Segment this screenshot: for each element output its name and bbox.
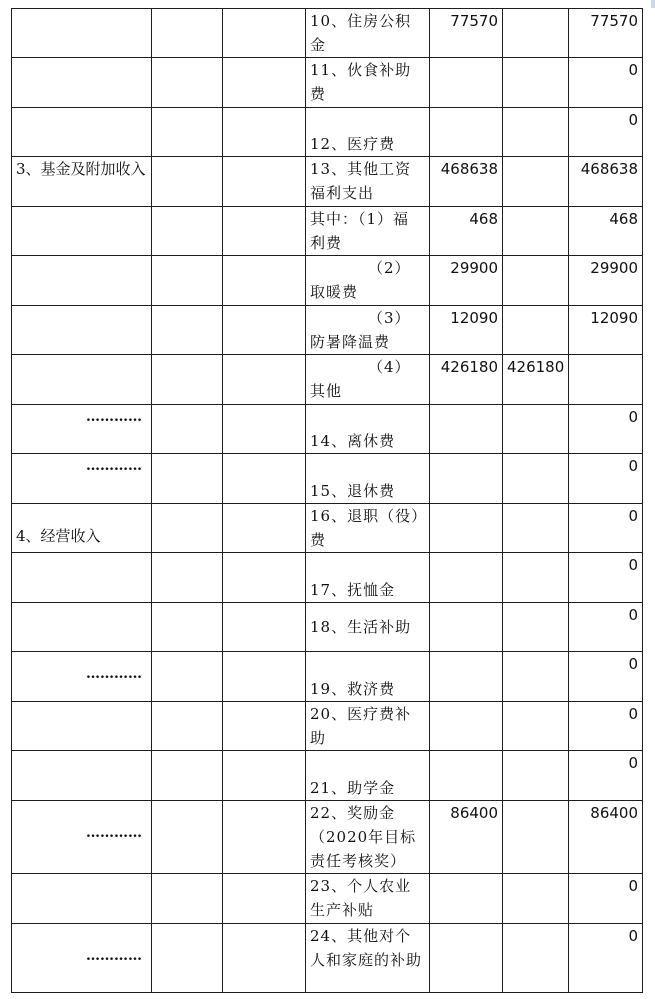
revenue-cell xyxy=(12,751,152,801)
project-amount-cell: 0 xyxy=(569,504,643,553)
project-amount-cell xyxy=(569,355,643,405)
basic-amount-cell xyxy=(503,924,569,993)
table-row xyxy=(12,801,643,874)
table-row xyxy=(12,553,643,603)
revenue-cell xyxy=(12,9,152,58)
total-amount-cell: 12090 xyxy=(430,306,503,355)
table-row xyxy=(12,751,643,801)
basic-amount-cell xyxy=(503,256,569,306)
table-row xyxy=(12,702,643,751)
blank-cell xyxy=(152,108,223,157)
blank-cell xyxy=(152,9,223,58)
basic-amount-cell xyxy=(503,553,569,603)
budget-expenditure-table xyxy=(11,8,643,993)
total-amount-cell xyxy=(430,504,503,553)
total-amount-cell xyxy=(430,874,503,924)
basic-amount-cell xyxy=(503,801,569,874)
total-amount-cell: 426180 xyxy=(430,355,503,405)
project-amount-cell: 0 xyxy=(569,553,643,603)
expense-item-cell: 21、助学金 xyxy=(306,751,430,801)
ellipsis-mark: ………… xyxy=(86,825,142,841)
basic-amount-cell: 426180 xyxy=(503,355,569,405)
ellipsis-mark: ………… xyxy=(86,458,142,474)
blank-cell xyxy=(152,652,223,702)
page-edge-marker xyxy=(651,0,655,8)
table-row xyxy=(12,108,643,157)
blank-cell xyxy=(223,157,306,207)
total-amount-cell: 86400 xyxy=(430,801,503,874)
basic-amount-cell xyxy=(503,652,569,702)
blank-cell xyxy=(223,702,306,751)
revenue-cell xyxy=(12,702,152,751)
project-amount-cell: 0 xyxy=(569,924,643,993)
total-amount-cell xyxy=(430,553,503,603)
blank-cell xyxy=(223,652,306,702)
table-row xyxy=(12,924,643,993)
revenue-cell xyxy=(12,454,152,504)
total-amount-cell xyxy=(430,652,503,702)
blank-cell xyxy=(223,751,306,801)
table-row xyxy=(12,504,643,553)
expense-item-cell: 15、退休费 xyxy=(306,454,430,504)
revenue-cell xyxy=(12,801,152,874)
revenue-cell xyxy=(12,874,152,924)
revenue-cell xyxy=(12,207,152,256)
project-amount-cell: 0 xyxy=(569,652,643,702)
basic-amount-cell xyxy=(503,207,569,256)
revenue-cell xyxy=(12,924,152,993)
basic-amount-cell xyxy=(503,504,569,553)
ellipsis-mark: ………… xyxy=(86,666,142,682)
total-amount-cell: 77570 xyxy=(430,9,503,58)
expense-item-cell: （2）取暖费 xyxy=(306,256,430,306)
project-amount-cell: 29900 xyxy=(569,256,643,306)
blank-cell xyxy=(223,553,306,603)
blank-cell xyxy=(152,553,223,603)
expense-item-cell: 13、其他工资福利支出 xyxy=(306,157,430,207)
blank-cell xyxy=(223,108,306,157)
ellipsis-mark: ………… xyxy=(86,948,142,964)
revenue-cell xyxy=(12,603,152,652)
expense-item-cell: 19、救济费 xyxy=(306,652,430,702)
project-amount-cell: 0 xyxy=(569,702,643,751)
revenue-cell xyxy=(12,108,152,157)
total-amount-cell xyxy=(430,924,503,993)
total-amount-cell: 29900 xyxy=(430,256,503,306)
blank-cell xyxy=(152,801,223,874)
basic-amount-cell xyxy=(503,454,569,504)
blank-cell xyxy=(152,306,223,355)
blank-cell xyxy=(223,504,306,553)
basic-amount-cell xyxy=(503,306,569,355)
total-amount-cell xyxy=(430,751,503,801)
table-row xyxy=(12,405,643,454)
basic-amount-cell xyxy=(503,751,569,801)
project-amount-cell: 0 xyxy=(569,108,643,157)
table-row xyxy=(12,9,643,58)
blank-cell xyxy=(152,58,223,108)
project-amount-cell: 0 xyxy=(569,405,643,454)
blank-cell xyxy=(152,355,223,405)
basic-amount-cell xyxy=(503,157,569,207)
revenue-cell xyxy=(12,553,152,603)
blank-cell xyxy=(223,306,306,355)
revenue-cell xyxy=(12,355,152,405)
blank-cell xyxy=(152,504,223,553)
expense-item-cell: （4）其他 xyxy=(306,355,430,405)
expense-item-cell: 14、离休费 xyxy=(306,405,430,454)
blank-cell xyxy=(223,454,306,504)
blank-cell xyxy=(223,355,306,405)
blank-cell xyxy=(223,924,306,993)
table-row xyxy=(12,652,643,702)
project-amount-cell: 77570 xyxy=(569,9,643,58)
ellipsis-mark: ………… xyxy=(86,409,142,425)
expense-item-cell: 11、伙食补助费 xyxy=(306,58,430,108)
revenue-cell xyxy=(12,652,152,702)
total-amount-cell: 468 xyxy=(430,207,503,256)
blank-cell xyxy=(223,207,306,256)
total-amount-cell xyxy=(430,603,503,652)
blank-cell xyxy=(152,874,223,924)
project-amount-cell: 0 xyxy=(569,603,643,652)
table-row xyxy=(12,256,643,306)
table-row xyxy=(12,874,643,924)
expense-item-cell: （3）防暑降温费 xyxy=(306,306,430,355)
expense-item-cell: 10、住房公积金 xyxy=(306,9,430,58)
project-amount-cell: 0 xyxy=(569,58,643,108)
expense-item-cell: 22、奖励金（2020年目标责任考核奖） xyxy=(306,801,430,874)
blank-cell xyxy=(152,924,223,993)
basic-amount-cell xyxy=(503,9,569,58)
table-row xyxy=(12,58,643,108)
project-amount-cell: 468638 xyxy=(569,157,643,207)
basic-amount-cell xyxy=(503,702,569,751)
revenue-cell: 4、经营收入 xyxy=(12,504,152,553)
total-amount-cell xyxy=(430,405,503,454)
total-amount-cell xyxy=(430,58,503,108)
blank-cell xyxy=(152,454,223,504)
expense-item-cell: 其中：（1）福利费 xyxy=(306,207,430,256)
table-row xyxy=(12,454,643,504)
blank-cell xyxy=(152,256,223,306)
blank-cell xyxy=(223,874,306,924)
blank-cell xyxy=(223,9,306,58)
blank-cell xyxy=(152,157,223,207)
table-row xyxy=(12,355,643,405)
table-row xyxy=(12,306,643,355)
project-amount-cell: 0 xyxy=(569,751,643,801)
table-row xyxy=(12,603,643,652)
blank-cell xyxy=(223,405,306,454)
revenue-cell xyxy=(12,405,152,454)
total-amount-cell xyxy=(430,702,503,751)
basic-amount-cell xyxy=(503,874,569,924)
revenue-cell: 3、基金及附加收入 xyxy=(12,157,152,207)
revenue-cell xyxy=(12,58,152,108)
revenue-cell xyxy=(12,306,152,355)
basic-amount-cell xyxy=(503,603,569,652)
expense-item-cell: 23、个人农业生产补贴 xyxy=(306,874,430,924)
blank-cell xyxy=(152,702,223,751)
blank-cell xyxy=(223,58,306,108)
total-amount-cell xyxy=(430,454,503,504)
total-amount-cell xyxy=(430,108,503,157)
project-amount-cell: 0 xyxy=(569,454,643,504)
expense-item-cell: 12、医疗费 xyxy=(306,108,430,157)
blank-cell xyxy=(152,751,223,801)
expense-item-cell: 17、抚恤金 xyxy=(306,553,430,603)
blank-cell xyxy=(152,603,223,652)
table-row xyxy=(12,157,643,207)
blank-cell xyxy=(152,207,223,256)
project-amount-cell: 86400 xyxy=(569,801,643,874)
revenue-cell xyxy=(12,256,152,306)
basic-amount-cell xyxy=(503,58,569,108)
project-amount-cell: 468 xyxy=(569,207,643,256)
project-amount-cell: 0 xyxy=(569,874,643,924)
table-row xyxy=(12,207,643,256)
basic-amount-cell xyxy=(503,405,569,454)
basic-amount-cell xyxy=(503,108,569,157)
project-amount-cell: 12090 xyxy=(569,306,643,355)
blank-cell xyxy=(223,603,306,652)
blank-cell xyxy=(223,256,306,306)
total-amount-cell: 468638 xyxy=(430,157,503,207)
blank-cell xyxy=(152,405,223,454)
expense-item-cell: 24、其他对个人和家庭的补助 xyxy=(306,924,430,993)
expense-item-cell: 16、退职（役）费 xyxy=(306,504,430,553)
expense-item-cell: 20、医疗费补助 xyxy=(306,702,430,751)
blank-cell xyxy=(223,801,306,874)
expense-item-cell: 18、生活补助 xyxy=(306,603,430,652)
